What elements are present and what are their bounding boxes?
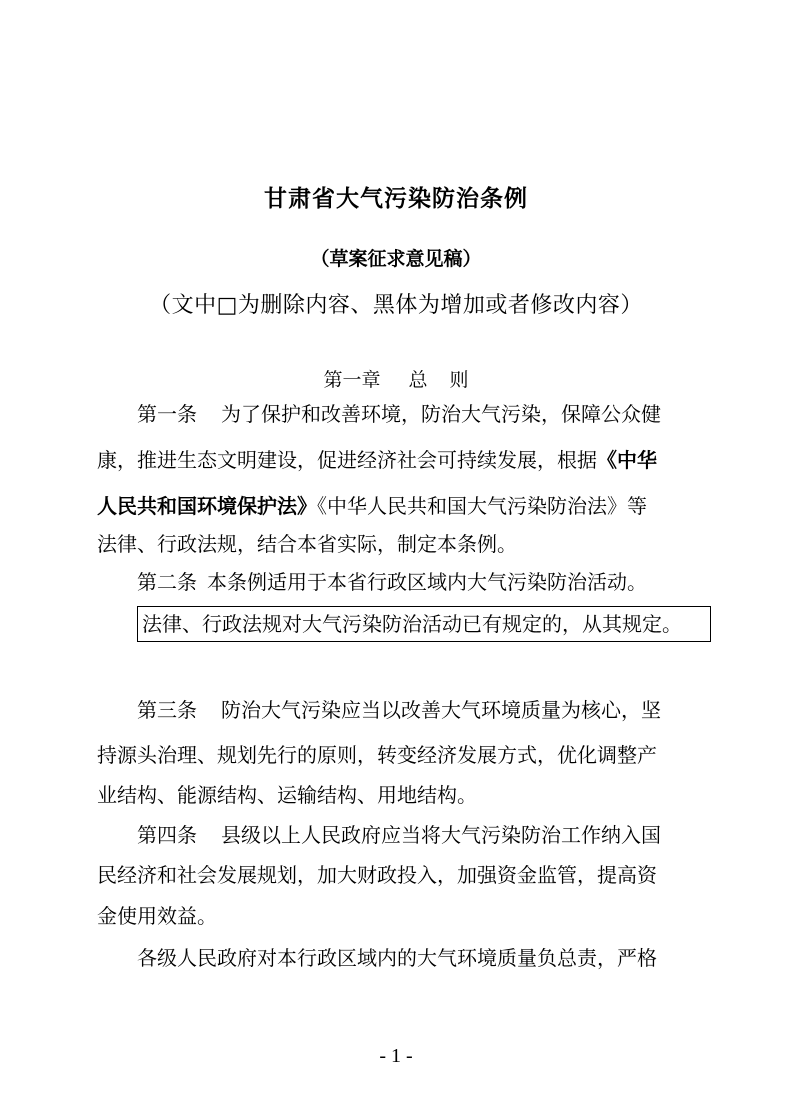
document-subtitle: （草案征求意见稿） — [310, 248, 482, 270]
page-number: - 1 - — [379, 1045, 413, 1067]
article-1-line-1 — [137, 401, 697, 427]
article-1-line-2 — [97, 447, 697, 473]
article-1-added-text-1: 《中华 — [597, 448, 657, 472]
article-4-paragraph-2: 各级人民政府对本行政区域内的大气环境质量负总责，严格 — [137, 946, 657, 970]
deleted-text-box: 法律、行政法规对大气污染防治活动已有规定的，从其规定。 — [137, 606, 711, 642]
article-1-line-3 — [97, 493, 697, 519]
article-3-line-3: 业结构、能源结构、运输结构、用地结构。 — [97, 783, 477, 807]
article-4-line-2: 民经济和社会发展规划，加大财政投入，加强资金监管，提高资 — [97, 863, 657, 887]
article-1-text-3: 《中华人民共和国大气污染防治法》等 — [317, 494, 647, 518]
article-4-line-1 — [137, 822, 697, 848]
article-3-text-1: 防治大气污染应当以改善大气环境质量为核心，坚 — [221, 698, 661, 722]
article-1-added-text-2: 人民共和国环境保护法》 — [97, 494, 317, 518]
document-title: 甘肃省大气污染防治条例 — [264, 186, 528, 212]
article-4-number: 第四条 — [137, 823, 197, 847]
article-1-text-2: 康，推进生态文明建设，促进经济社会可持续发展，根据 — [97, 448, 597, 472]
editing-note: （文中□为删除内容、黑体为增加或者修改内容） — [149, 293, 643, 318]
article-1-number: 第一条 — [137, 402, 197, 426]
article-3-line-1 — [137, 697, 697, 723]
chapter-heading — [0, 365, 792, 392]
chapter-name-b: 则 — [449, 369, 469, 391]
article-1-line-4: 法律、行政法规，结合本省实际，制定本条例。 — [97, 532, 517, 556]
article-3-number: 第三条 — [137, 698, 197, 722]
article-4-text-1: 县级以上人民政府应当将大气污染防治工作纳入国 — [221, 823, 661, 847]
article-2-number: 第二条 — [137, 570, 197, 594]
article-4-line-3: 金使用效益。 — [97, 904, 217, 928]
chapter-name-a: 总 — [408, 369, 428, 391]
article-3-line-2: 持源头治理、规划先行的原则，转变经济发展方式，优化调整产 — [97, 743, 657, 767]
article-2-text-1: 本条例适用于本省行政区域内大气污染防治活动。 — [207, 570, 647, 594]
article-1-text-1: 为了保护和改善环境，防治大气污染，保障公众健 — [221, 402, 661, 426]
chapter-label: 第一章 — [323, 369, 381, 391]
article-2-line-1 — [137, 569, 697, 595]
